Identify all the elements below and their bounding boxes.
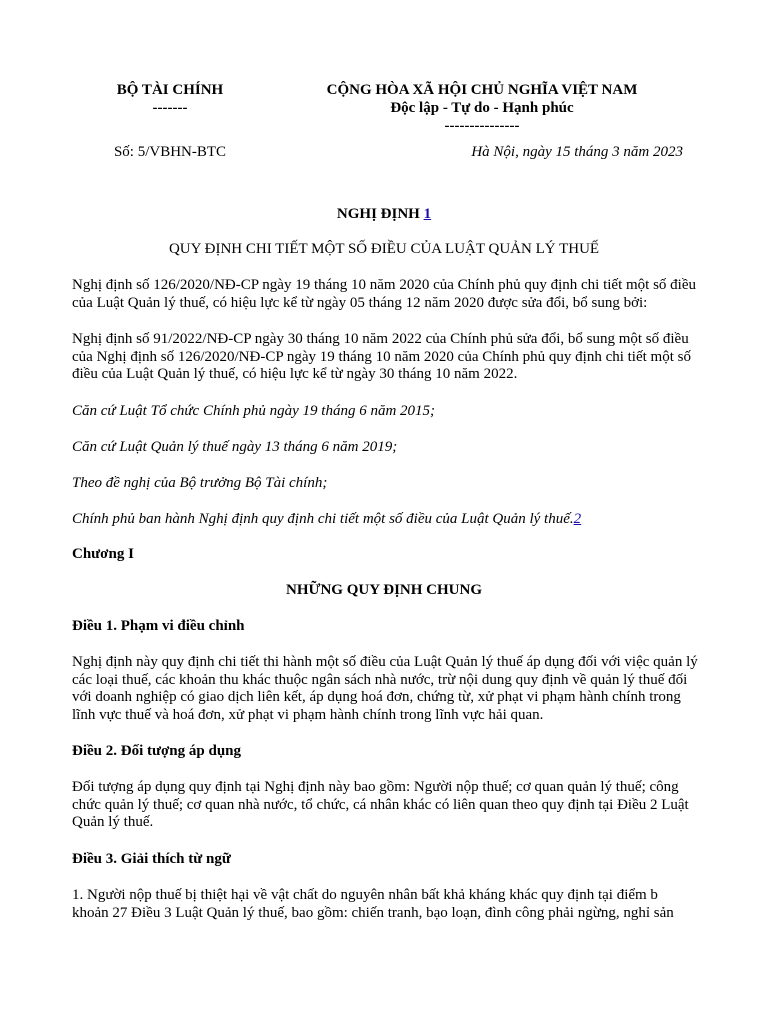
ministry-rule: -------: [152, 100, 188, 116]
document-number: Số: 5/VBHN-BTC: [113, 144, 227, 160]
document-title: [0, 206, 768, 224]
footnote-2-link[interactable]: 2: [573, 511, 582, 527]
article-2-body: Đối tượng áp dụng quy định tại Nghị định này bao gồm: Người nộp thuế; cơ quan quản lý thuế; công chức quản lý thuế; cơ quan nhà nước, tổ chức, cá nhân khác có liên quan theo quy định tại Điều 2 Luật Quản lý thuế.: [72, 779, 689, 830]
article-3-heading: Điều 3. Giải thích từ ngữ: [72, 851, 231, 867]
legal-basis-2: Căn cứ Luật Quản lý thuế ngày 13 tháng 6 năm 2019;: [72, 439, 398, 455]
legal-basis-1: Căn cứ Luật Tổ chức Chính phủ ngày 19 tháng 6 năm 2015;: [72, 403, 436, 419]
motto-rule: ---------------: [444, 118, 520, 134]
chapter-title: NHỮNG QUY ĐỊNH CHUNG: [286, 582, 482, 598]
article-2-heading: Điều 2. Đối tượng áp dụng: [72, 743, 242, 759]
document-subject: QUY ĐỊNH CHI TIẾT MỘT SỐ ĐIỀU CỦA LUẬT QUẢN LÝ THUẾ: [168, 241, 600, 257]
country-name: CỘNG HÒA XÃ HỘI CHỦ NGHĨA VIỆT NAM: [326, 82, 638, 98]
chapter-label: Chương I: [72, 546, 134, 562]
article-1-body: Nghị định này quy định chi tiết thi hành một số điều của Luật Quản lý thuế áp dụng đối với việc quản lý các loại thuế, các khoản thu khác thuộc ngân sách nhà nước, trừ nội dung quy định về quản lý thuế đối với doanh nghiệp có giao dịch liên kết, áp dụng hoá đơn, chứng từ, xử phạt vi phạm hành chính trong lĩnh vực thuế và hoá đơn, xử phạt vi phạm hành chính trong lĩnh vực hải quan.: [72, 654, 698, 723]
national-motto: Độc lập - Tự do - Hạnh phúc: [390, 100, 574, 116]
proposal-line: Theo đề nghị của Bộ trưởng Bộ Tài chính;: [72, 475, 328, 491]
footnote-1-link[interactable]: 1: [423, 206, 432, 222]
promulgation-text: Chính phủ ban hành Nghị định quy định chi tiết một số điều của Luật Quản lý thuế.: [72, 511, 574, 527]
article-1-heading: Điều 1. Phạm vi điều chỉnh: [72, 618, 245, 634]
preamble-paragraph-1: Nghị định số 126/2020/NĐ-CP ngày 19 tháng 10 năm 2020 của Chính phủ quy định chi tiết một số điều của Luật Quản lý thuế, có hiệu lực kể từ ngày 05 tháng 12 năm 2020 được sửa đổi, bổ sung bởi:: [72, 277, 696, 311]
ministry-name: BỘ TÀI CHÍNH: [116, 82, 224, 98]
document-type: NGHỊ ĐỊNH: [336, 206, 420, 222]
promulgation-line: [72, 511, 698, 529]
preamble-paragraph-2: Nghị định số 91/2022/NĐ-CP ngày 30 tháng 10 năm 2022 của Chính phủ sửa đổi, bổ sung một số điều của Nghị định số 126/2020/NĐ-CP ngày 19 tháng 10 năm 2020 của Chính phủ quy định chi tiết một số điều của Luật Quản lý thuế, có hiệu lực kể từ ngày 30 tháng 10 năm 2022.: [72, 331, 691, 382]
article-3-body: 1. Người nộp thuế bị thiệt hại về vật chất do nguyên nhân bất khả kháng khác quy định tại điểm b khoản 27 Điều 3 Luật Quản lý thuế, bao gồm: chiến tranh, bạo loạn, đình công phải ngừng, nghỉ sản: [72, 887, 674, 921]
place-date: Hà Nội, ngày 15 tháng 3 năm 2023: [471, 144, 683, 160]
